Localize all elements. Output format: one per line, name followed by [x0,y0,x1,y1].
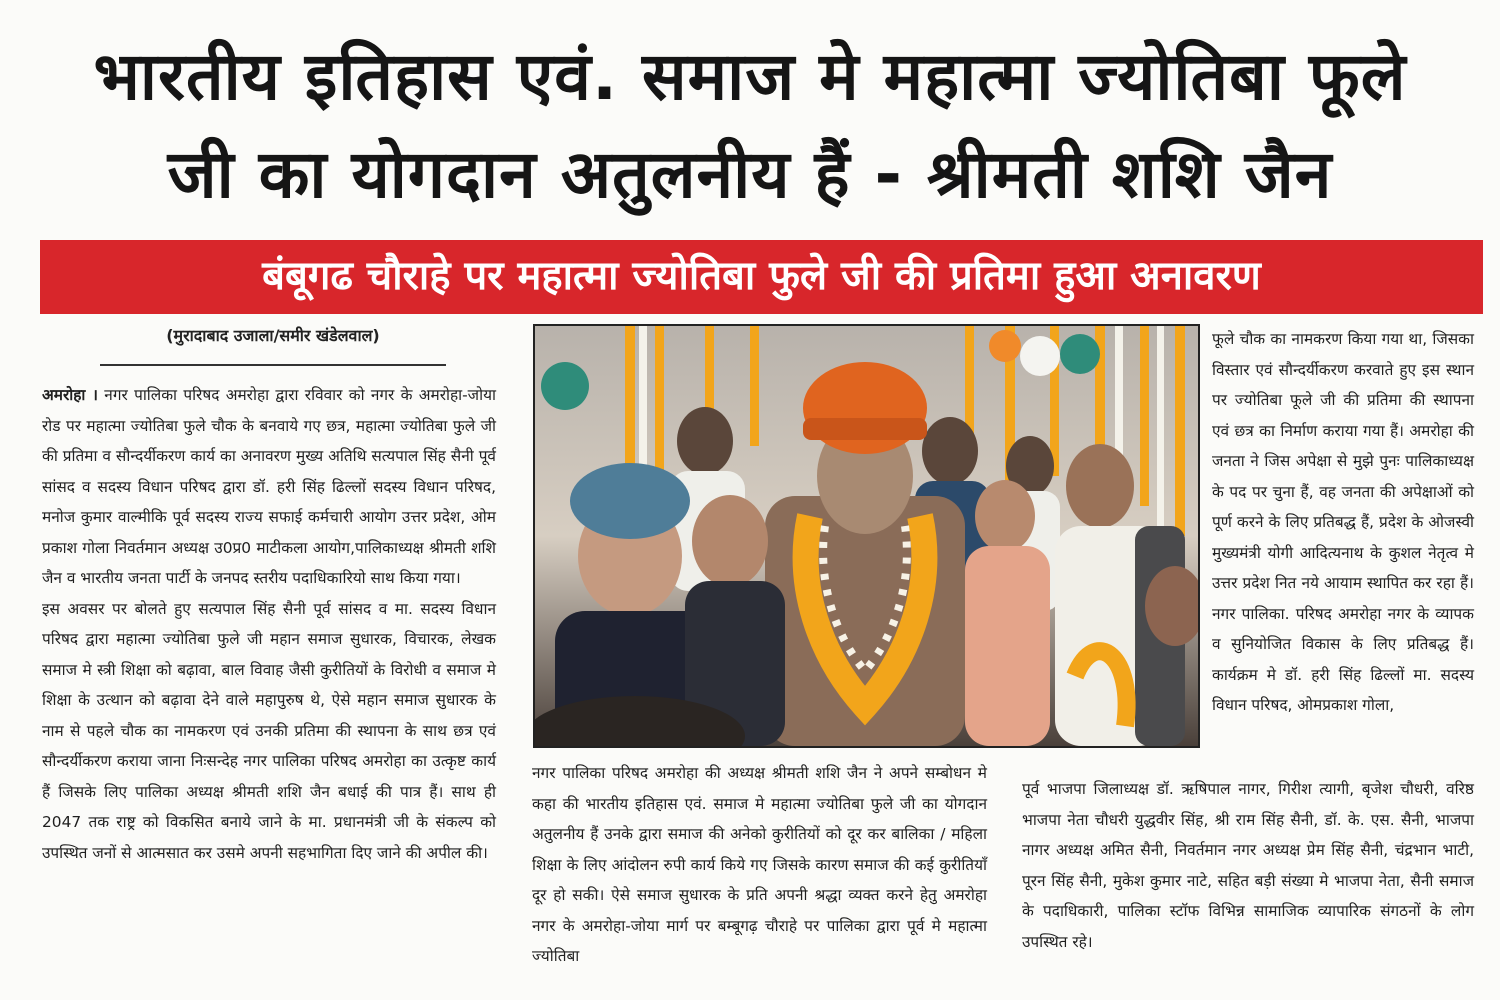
event-photo-illustration [535,326,1198,746]
paragraph-2: इस अवसर पर बोलते हुए सत्यपाल सिंह सैनी पूर्व सांसद व मा. सदस्य विधान परिषद द्वारा महात्मा ज्योतिबा फुले जी महान समाज सुधारक, विचारक, लेखक समाज मे स्त्री शिक्षा को बढ़ावा, बाल विवाह जैसी कुरीतियों के विरोधी व समाज मे शिक्षा के उत्थान को बढ़ावा देने वाले महापुरुष थे, ऐसे महान समाज सुधारक के नाम से पहले चौक का नामकरण एवं उनकी प्रतिमा की स्थापना के साथ छत्र एवं सौन्दर्यीकरण कराया जाना निःसन्देह नगर पालिका परिषद अमरोहा का उत्कृष्ट कार्य हैं जिसके लिए पालिका अध्यक्ष श्रीमती शशि जैन बधाई की पात्र हैं। साथ ही 2047 तक राष्ट्र को विकसित बनाये जाने के मा. प्रधानमंत्री जी के संकल्प को उपस्थित जनों से आत्मसात कर उसमे अपनी सहभागिता दिए जाने की अपील की। [42,599,496,862]
article-column-2 [532,758,987,972]
balloon [989,330,1021,362]
headline-line-2: जी का योगदान अतुलनीय हैं - श्रीमती शशि जैन [167,136,1333,213]
turban [803,362,927,454]
balloon [1060,334,1100,374]
paragraph-4: फूले चौक का नामकरण किया गया था, जिसका विस्तार एवं सौन्दर्यीकरण करवाते हुए इस स्थान पर ज्योतिबा फूले जी की प्रतिमा की स्थापना एवं छत्र का निर्माण कराया गया हैं। अमरोहा की जनता ने जिस अपेक्षा से मुझे पुनः पालिकाध्यक्ष के पद पर चुना हैं, वह जनता की अपेक्षाओं को पूर्ण करने के लिए प्रतिबद्ध हैं, प्रदेश के ओजस्वी मुख्यमंत्री योगी आदित्यनाथ के कुशल नेतृत्व मे उत्तर प्रदेश नित नये आयाम स्थापित कर रहा हैं। नगर पालिका. परिषद अमरोहा नगर के व्यापक व सुनियोजित विकास के लिए प्रतिबद्ध हैं। कार्यक्रम मे डॉ. हरी सिंह ढिल्लों मा. सदस्य विधान परिषद, ओमप्रकाश गोला, [1212,330,1474,714]
paragraph-3: नगर पालिका परिषद अमरोहा की अध्यक्ष श्रीमती शशि जैन ने अपने सम्बोधन मे कहा की भारतीय इतिहास एवं. समाज मे महात्मा ज्योतिबा फुले जी का योगदान अतुलनीय हैं उनके द्वारा समाज की अनेको कुरीतियों को दूर कर बालिका / महिला शिक्षा के लिए आंदोलन रुपी कार्य किये गए जिसके कारण समाज की कई कुरीतियाँ दूर हो सकी। ऐसे समाज सुधारक के प्रति अपनी श्रद्धा व्यक्त करने हेतु अमरोहा नगर के अमरोहा-जोया मार्ग पर बम्बूगढ़ चौराहे पर पालिका द्वारा पूर्व मे महात्मा ज्योतिबा [532,764,987,965]
paragraph-1 [42,380,496,594]
byline-rule [100,364,446,366]
paragraph-1-text: नगर पालिका परिषद अमरोहा द्वारा रविवार को नगर के अमरोहा-जोया रोड पर महात्मा ज्योतिबा फुले चौक के बनवाये गए छत्र, महात्मा ज्योतिबा फुले जी की प्रतिमा व सौन्दर्यीकरण कार्य का अनावरण मुख्य अतिथि सत्यपाल सिंह सैनी पूर्व सांसद व सदस्य विधान परिषद द्वारा डॉ. हरी सिंह ढिल्लों सदस्य विधान परिषद, मनोज कुमार वाल्मीकि पूर्व सदस्य राज्य सफाई कर्मचारी आयोग उत्तर प्रदेश, ओम प्रकाश गोला निवर्तमान अध्यक्ष उ0प्र0 माटीकला आयोग,पालिकाध्यक्ष श्रीमती शशि जैन व भारतीय जनता पार्टी के जनपद स्तरीय पदाधिकारियो साथ किया गया। [42,386,496,587]
headline [20,28,1480,224]
article-column-4 [1022,774,1474,957]
paragraph-5: पूर्व भाजपा जिलाध्यक्ष डॉ. ऋषिपाल नागर, गिरीश त्यागी, बृजेश चौधरी, वरिष्ठ भाजपा नेता चौधरी युद्धवीर सिंह, श्री राम सिंह सैनी, डॉ. के. एस. सैनी, भाजपा नागर अध्यक्ष अमित सैनी, निवर्तमान नगर अध्यक्ष प्रेम सिंह सैनी, चंद्रभान भाटी, पूरन सिंह सैनी, मुकेश कुमार नाटे, सहित बड़ी संख्या मे भाजपा नेता, सैनी समाज के पदाधिकारी, पालिका स्टॉफ विभिन्न सामाजिक व्यापारिक संगठनों के लोग उपस्थित रहे। [1022,780,1474,951]
byline: (मुरादाबाद उजाला/समीर खंडेलवाल) [166,326,380,345]
article-column-3 [1212,324,1474,721]
balloon [541,362,589,410]
article-column-1 [42,380,496,868]
event-photo [533,324,1200,748]
balloon [1020,336,1060,376]
headline-line-1: भारतीय इतिहास एवं. समाज मे महात्मा ज्योतिबा फूले [93,38,1407,115]
subheadline-band [40,240,1483,314]
subheadline: बंबूगढ चौराहे पर महात्मा ज्योतिबा फुले जी की प्रतिमा हुआ अनावरण [262,253,1261,299]
dateline: अमरोहा । [42,386,98,404]
